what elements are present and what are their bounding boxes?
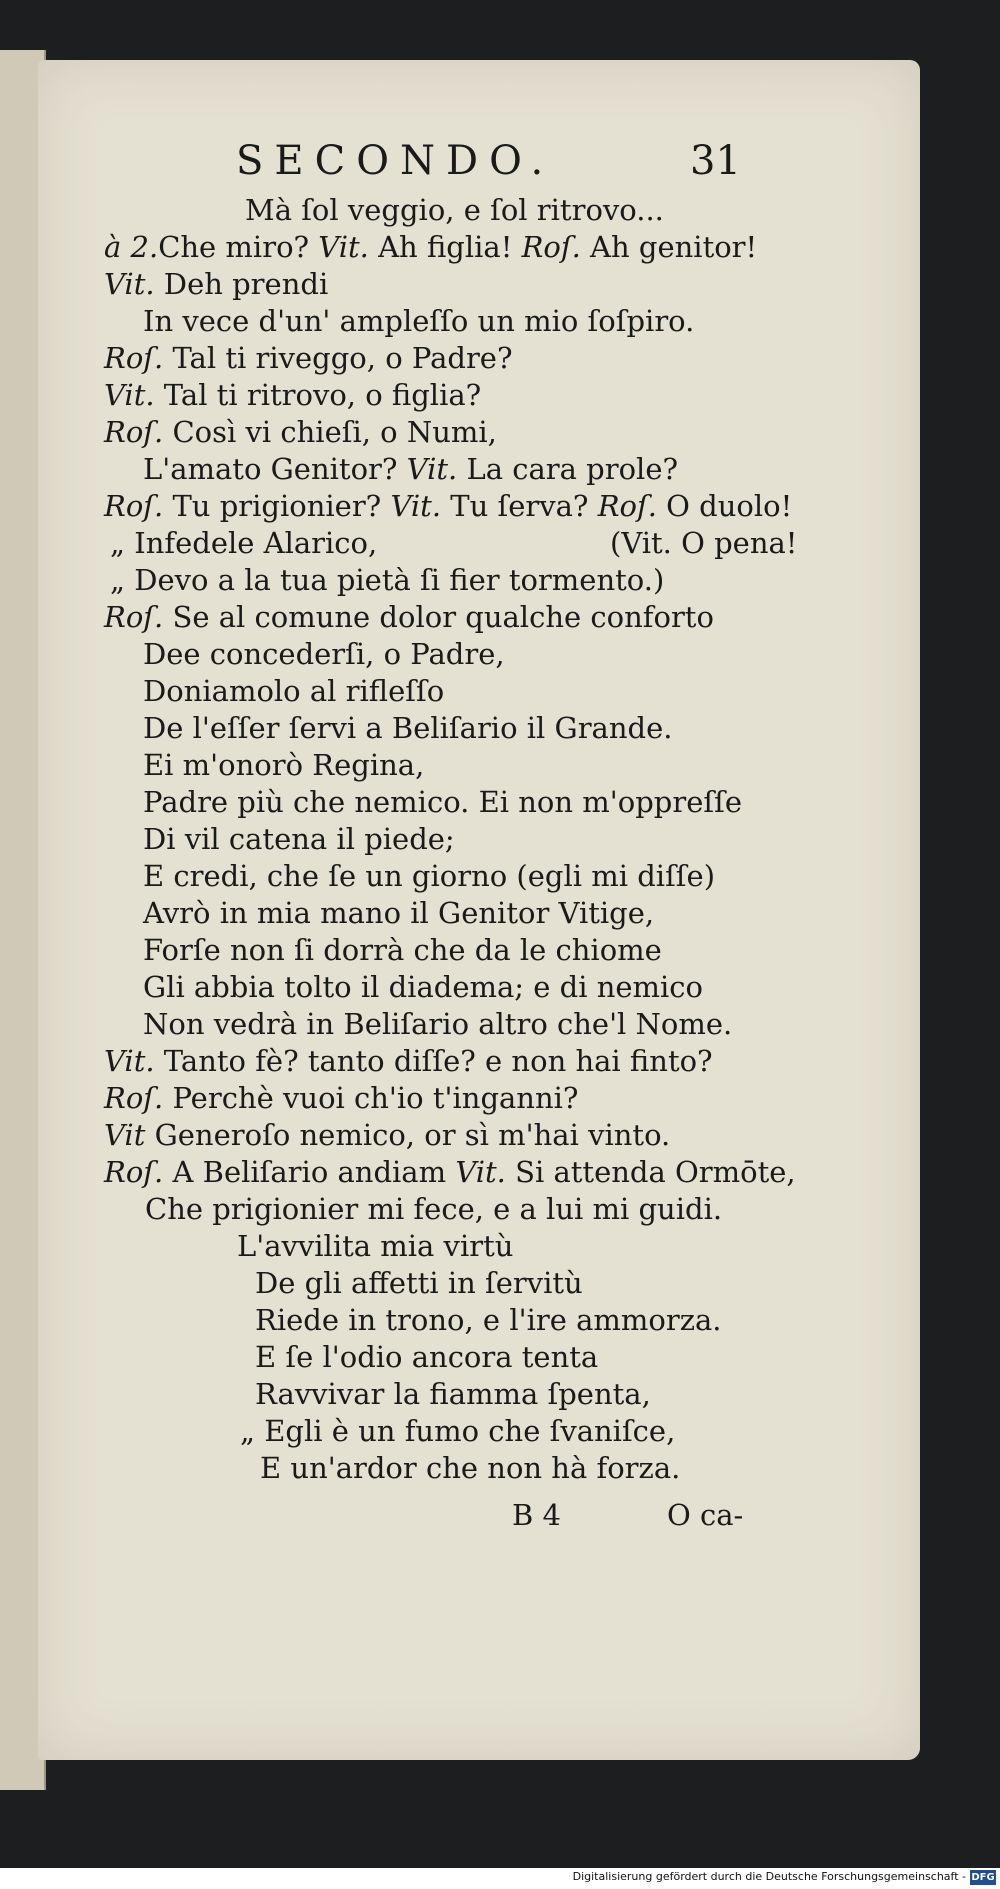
speaker-label: Roſ. [104,489,164,523]
verse-line: E credi, che ſe un giorno (egli mi diſſe) [143,859,716,893]
verse-line: In vece d'un' ampleſſo un mio ſoſpiro. [143,304,695,338]
verse-line: Vit. Tal ti ritrovo, o figlia? [104,378,482,412]
aria-line: E ſe l'odio ancora tenta [255,1340,599,1374]
aside-line: (Vit. O pena! [610,526,798,560]
aria-line: L'avvilita mia virtù [237,1229,514,1263]
verse-line: Avrò in mia mano il Genitor Vitige, [143,896,655,930]
verse-line: Che prigionier mi fece, e a lui mi guidi. [145,1192,723,1226]
speaker-label: Vit. [104,378,155,412]
aria-line: Riede in trono, e l'ire ammorza. [255,1303,722,1337]
speaker-label: Roſ. [104,415,164,449]
dfg-logo: DFG [971,1872,995,1883]
verse-line: L'amato Genitor? Vit. La cara prole? [143,452,679,486]
verse-line: Non vedrà in Beliſario altro che'l Nome. [143,1007,733,1041]
speaker-label: Vit. [318,230,369,264]
verse-line: à 2.Che miro? Vit. Ah figlia! Roſ. Ah genitor! [104,230,758,264]
speaker-label: Vit. [104,267,155,301]
speaker-label: Vit [104,1118,146,1152]
speaker-label: Roſ. [104,341,164,375]
verse-line: Di vil catena il piede; [143,822,455,856]
verse-line: Dee concederſi, o Padre, [143,637,505,671]
verse-line: Vit Generoſo nemico, or sì m'hai vinto. [104,1118,671,1152]
speaker-label: Vit. [390,489,442,523]
aria-line: „ Egli è un fumo che ſvaniſce, [240,1414,676,1448]
verse-line: „ Infedele Alarico, [110,526,378,560]
verse-line: Roſ. Perchè vuoi ch'io t'inganni? [104,1081,579,1115]
aria-line: E un'ardor che non hà forza. [260,1451,681,1485]
speaker-label: Vit. [455,1155,506,1189]
speaker-label: Roſ. [521,230,581,264]
verse-line: Roſ. Tal ti riveggo, o Padre? [104,341,513,375]
speaker-label: à 2. [104,230,159,264]
verse-line: De l'eſſer ſervi a Beliſario il Grande. [143,711,673,745]
verse-line: Gli abbia tolto il diadema; e di nemico [143,970,704,1004]
speaker-label: Vit. [406,452,458,486]
verse-line: Forſe non ſi dorrà che da le chiome [143,933,662,967]
verse-line: Roſ. Tu prigionier? Vit. Tu ſerva? Roſ. O duolo! [104,489,793,523]
speaker-label: Roſ. [104,1081,164,1115]
verse-line: „ Devo a la tua pietà ſi fier tormento.) [110,563,665,597]
verse-line: Padre più che nemico. Ei non m'oppreſſe [143,785,742,819]
running-title: SECONDO. [236,138,555,184]
speaker-label: Roſ. [597,489,657,523]
speaker-label: Roſ. [104,1155,164,1189]
catchword: O ca- [667,1498,744,1532]
verse-line: Doniamolo al rifleſſo [143,674,445,708]
verse-line: Roſ. A Beliſario andiam Vit. Si attenda Ormōte, [104,1155,796,1189]
verse-line: Vit. Deh prendi [104,267,329,301]
speaker-label: Vit. [104,1044,155,1078]
verse-line: Roſ. Così vi chieſi, o Numi, [104,415,497,449]
digitization-credit: Digitalisierung gefördert durch die Deutsche Forschungsgemeinschaft - [572,1870,966,1883]
page-number: 31 [690,138,741,184]
aria-line: Ravvivar la fiamma ſpenta, [255,1377,651,1411]
verse-line: Vit. Tanto fè? tanto diſſe? e non hai finto? [104,1044,713,1078]
speaker-label: Roſ. [104,600,164,634]
verse-line: Roſ. Se al comune dolor qualche conforto [104,600,714,634]
verse-line: Mà ſol veggio, e ſol ritrovo... [245,193,664,227]
verse-line: Ei m'onorò Regina, [143,748,425,782]
signature-mark: B 4 [512,1498,561,1532]
aria-line: De gli affetti in ſervitù [255,1266,583,1300]
